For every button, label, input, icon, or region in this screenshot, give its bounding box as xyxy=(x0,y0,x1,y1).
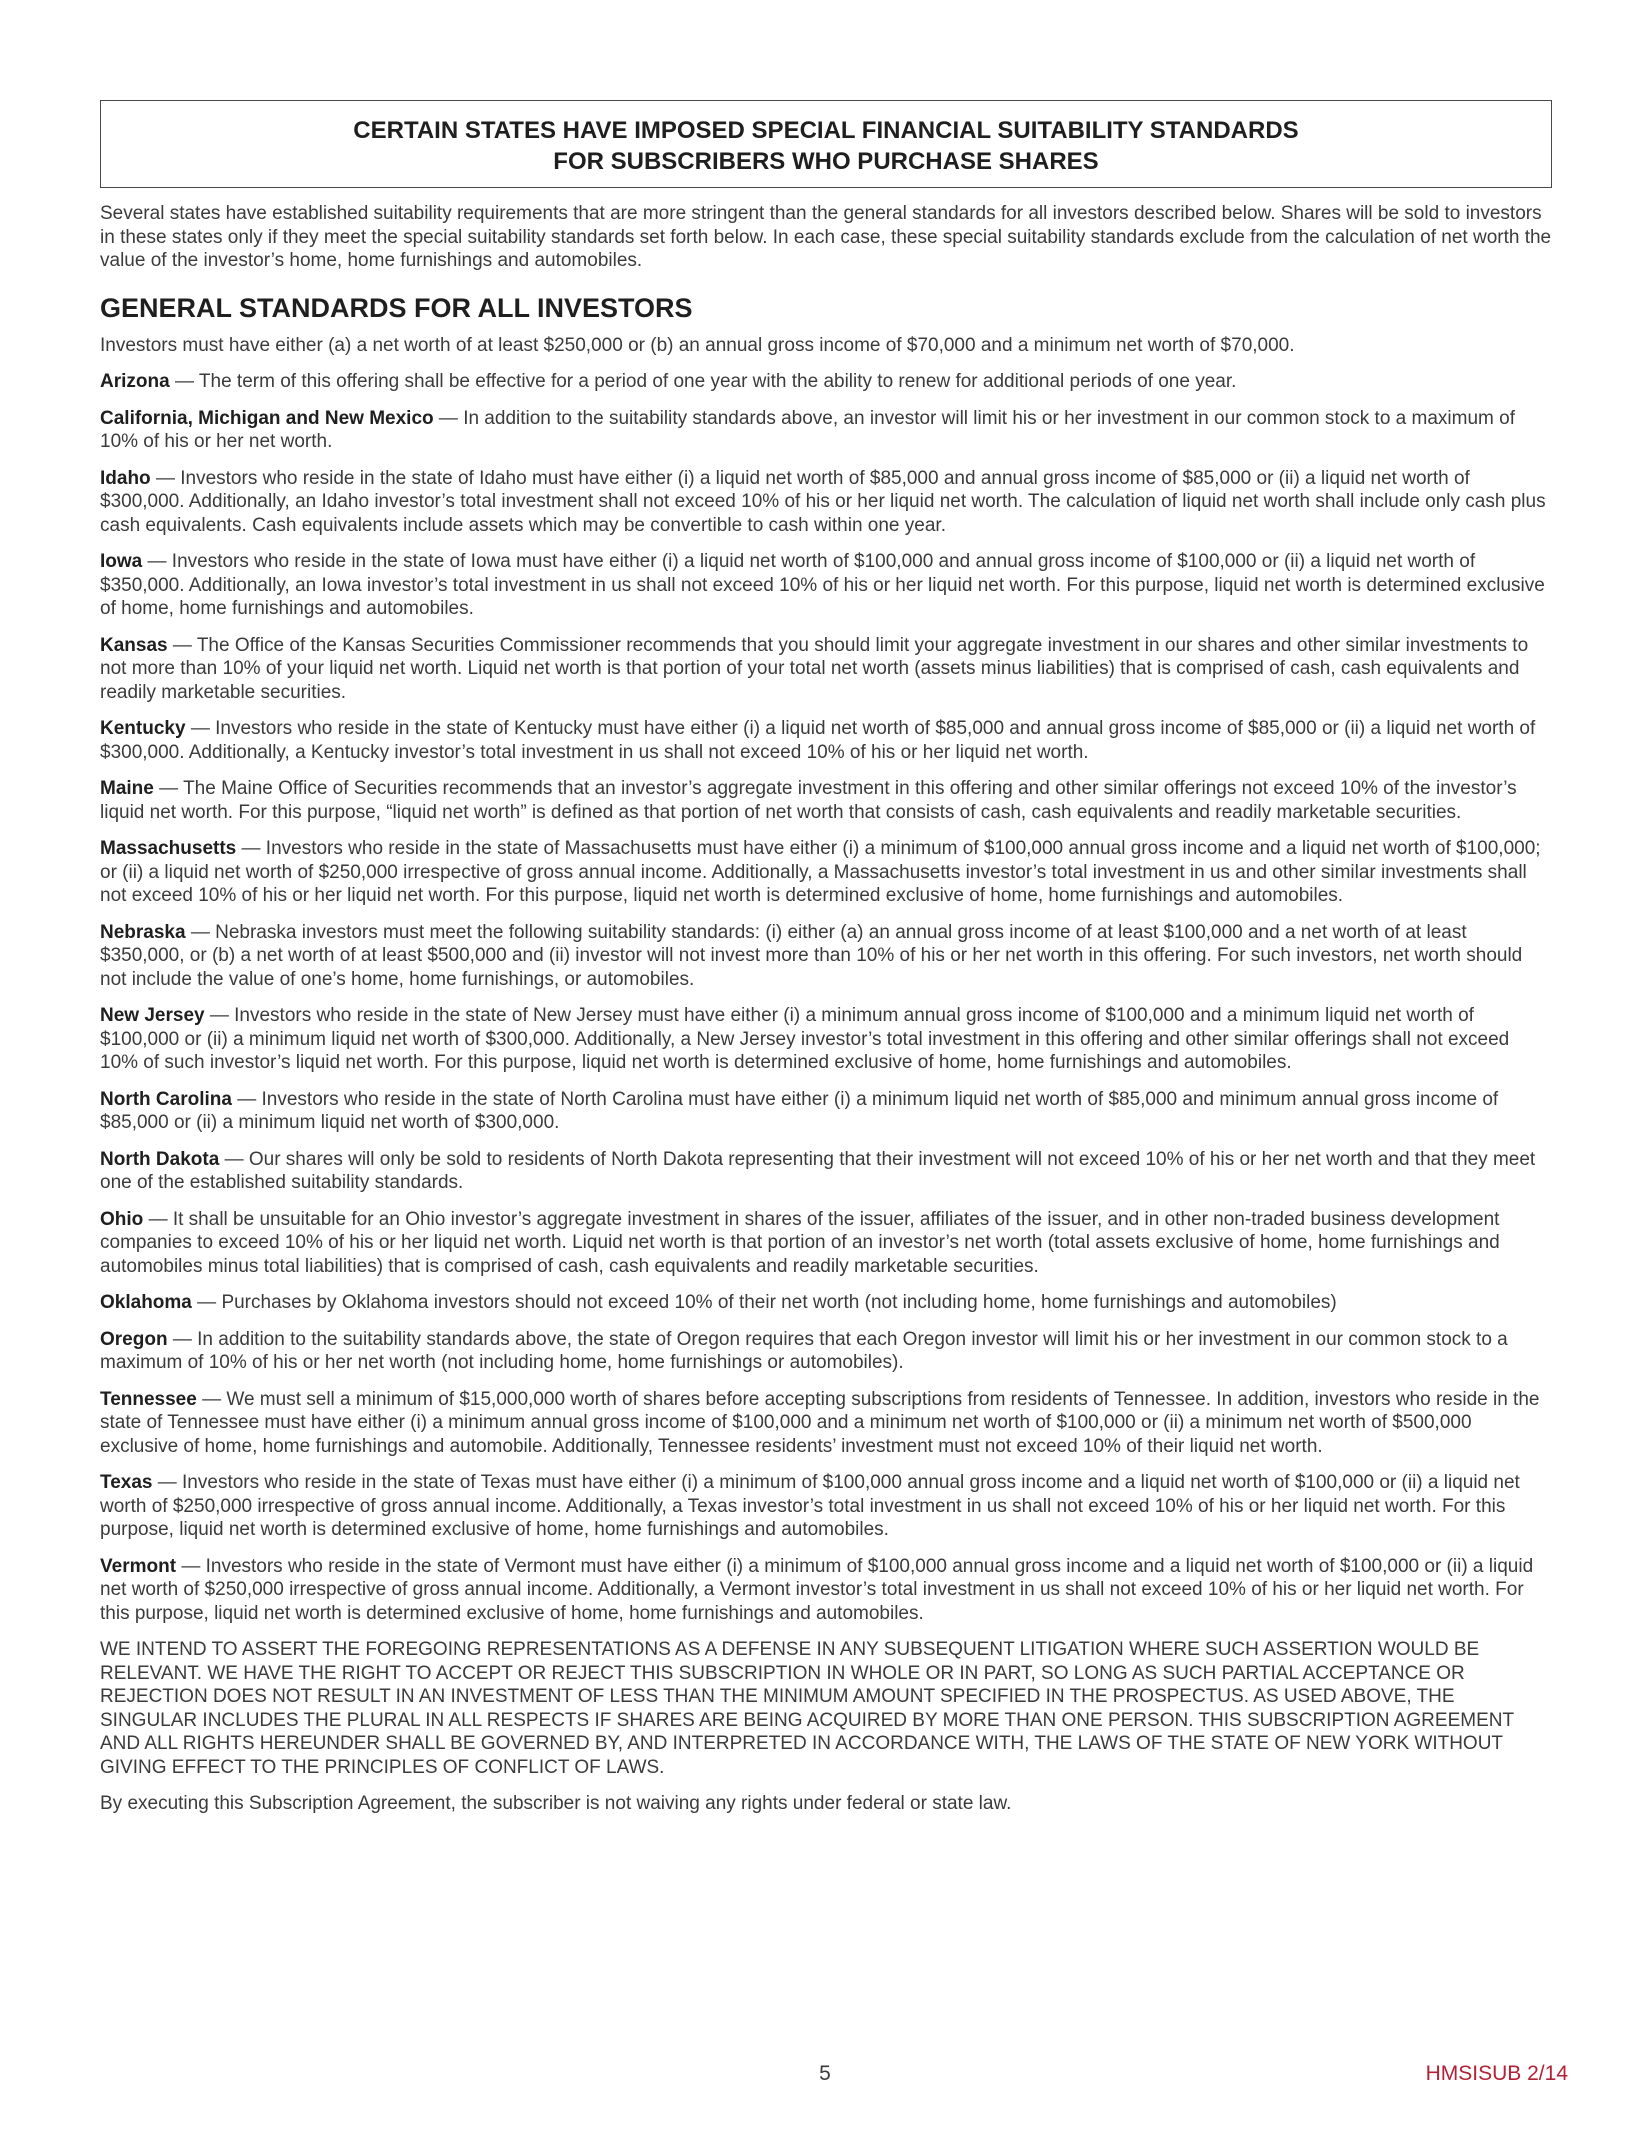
em-dash: — xyxy=(224,1148,244,1170)
state-name: Nebraska xyxy=(100,921,186,943)
document-page xyxy=(100,100,1552,1829)
state-name: Oregon xyxy=(100,1328,168,1350)
state-name: Tennessee xyxy=(100,1388,197,1410)
em-dash: — xyxy=(438,407,458,429)
em-dash: — xyxy=(174,371,194,392)
em-dash: — xyxy=(172,634,192,656)
em-dash: — xyxy=(190,718,210,739)
state-text: Investors who reside in the state of Vermont must have either (i) a minimum of $100,000 annual gross income and a liquid net worth of $100,000 or (ii) a liquid net worth of $250,000 irrespective of gross annual income. Additionally, a Vermont investor’s total investment in us shall not exceed 10% of his or her liquid net worth. For this purpose, liquid net worth is determined exclusive of home, home furnishings and automobiles. xyxy=(100,1555,1534,1624)
state-requirements-list xyxy=(100,370,1552,1625)
em-dash: — xyxy=(172,1328,192,1350)
state-paragraph xyxy=(100,370,1552,394)
state-text: Investors who reside in the state of North Carolina must have either (i) a minimum liquid net worth of $85,000 and minimum annual gross income of $85,000 or (ii) a minimum liquid net worth of $300,000. xyxy=(100,1088,1499,1133)
em-dash: — xyxy=(155,467,175,489)
em-dash: — xyxy=(190,921,210,943)
state-text: Nebraska investors must meet the following suitability standards: (i) either (a) an annual gross income of at least $100,000 and a net worth of at least $350,000, or (b) a net worth of at least $500,000 and (ii) investor will not invest more than 10% of his or her net worth in this offering. For such investors, net worth should not include the value of one’s home, home furnishings, or automobiles. xyxy=(100,921,1523,990)
page-number: 5 xyxy=(819,2062,831,2085)
state-paragraph xyxy=(100,1208,1552,1279)
state-paragraph xyxy=(100,1148,1552,1195)
state-text: The term of this offering shall be effective for a period of one year with the ability to renew for additional periods of one year. xyxy=(198,371,1237,392)
state-name: Maine xyxy=(100,778,154,799)
state-paragraph xyxy=(100,467,1552,538)
title-box xyxy=(100,100,1552,188)
em-dash: — xyxy=(148,1208,168,1230)
state-text: Purchases by Oklahoma investors should not exceed 10% of their net worth (not including home, home furnishings and automobiles) xyxy=(221,1292,1337,1313)
state-name: Ohio xyxy=(100,1208,144,1230)
state-paragraph xyxy=(100,1555,1552,1626)
state-paragraph xyxy=(100,1471,1552,1542)
form-code: HMSISUB 2/14 xyxy=(1425,2062,1568,2085)
em-dash: — xyxy=(157,1472,177,1493)
em-dash: — xyxy=(147,551,167,572)
state-paragraph xyxy=(100,550,1552,621)
state-text: Investors who reside in the state of Massachusetts must have either (i) a minimum of $100,000 annual gross income and a liquid net worth of $100,000; or (ii) a liquid net worth of $250,000 irrespective of gross annual income. Additionally, a Massachusetts investor’s total investment in us and other similar investments shall not exceed 10% of his or her liquid net worth. For this purpose, liquid net worth is determined exclusive of home, home furnishings and automobiles. xyxy=(100,838,1541,906)
state-name: Iowa xyxy=(100,551,143,572)
state-text: It shall be unsuitable for an Ohio investor’s aggregate investment in shares of the issuer, affiliates of the issuer, and in other non-traded business development companies to exceed 10% of his or her liquid net worth. Liquid net worth is that portion of an investor’s net worth (total assets exclusive of home, home furnishings and automobiles minus total liabilities) that is comprised of cash, cash equivalents and readily marketable securities. xyxy=(100,1208,1500,1277)
state-name: Texas xyxy=(100,1472,153,1493)
closing-note: By executing this Subscription Agreement, the subscriber is not waiving any rights under federal or state law. xyxy=(100,1793,1012,1814)
state-text: Investors who reside in the state of New Jersey must have either (i) a minimum annual gross income of $100,000 and a minimum liquid net worth of $100,000 or (ii) a minimum liquid net worth of $300,000. Additionally, a New Jersey investor’s total investment in this offering and other similar offerings shall not exceed 10% of such investor’s liquid net worth. For this purpose, liquid net worth is determined exclusive of home, home furnishings and automobiles. xyxy=(100,1005,1510,1073)
state-name: Massachusetts xyxy=(100,838,237,859)
state-paragraph xyxy=(100,1388,1552,1459)
state-paragraph xyxy=(100,837,1552,908)
intro-paragraph: Several states have established suitability requirements that are more stringent than the general standards for all investors described below. Shares will be sold to investors in these states only if they meet the special suitability standards set forth below. In each case, these special suitability standards exclude from the calculation of net worth the value of the investor’s home, home furnishings and automobiles. xyxy=(100,203,1552,271)
state-name: Oklahoma xyxy=(100,1292,192,1313)
state-text: The Office of the Kansas Securities Commissioner recommends that you should limit your aggregate investment in our shares and other similar investments to not more than 10% of your liquid net worth. Liquid net worth is that portion of your total net worth (assets minus liabilities) that is comprised of cash, cash equivalents and readily marketable securities. xyxy=(100,634,1529,703)
state-name: New Jersey xyxy=(100,1005,205,1026)
state-text: In addition to the suitability standards above, an investor will limit his or her investment in our common stock to a maximum of 10% of his or her net worth. xyxy=(100,407,1515,452)
em-dash: — xyxy=(197,1292,217,1313)
state-paragraph xyxy=(100,777,1552,824)
state-name: California, Michigan and New Mexico xyxy=(100,407,434,429)
state-text: We must sell a minimum of $15,000,000 worth of shares before accepting subscriptions from residents of Tennessee. In addition, investors who reside in the state of Tennessee must have either (i) a minimum annual gross income of $100,000 and a minimum net worth of $100,000 or (ii) a minimum net worth of $500,000 exclusive of home, home furnishings and automobile. Additionally, Tennessee residents’ investment must not exceed 10% of their liquid net worth. xyxy=(100,1388,1540,1457)
state-paragraph xyxy=(100,1088,1552,1135)
state-paragraph xyxy=(100,1291,1552,1315)
state-paragraph xyxy=(100,407,1552,454)
state-text: Investors who reside in the state of Idaho must have either (i) a liquid net worth of $85,000 and annual gross income of $85,000 or (ii) a liquid net worth of $300,000. Additionally, an Idaho investor’s total investment shall not exceed 10% of his or her liquid net worth. The calculation of liquid net worth shall include only cash plus cash equivalents. Cash equivalents include assets which may be convertible to cash within one year. xyxy=(100,467,1546,536)
state-text: Our shares will only be sold to residents of North Dakota representing that their investment will not exceed 10% of his or her net worth and that they meet one of the established suitability standards. xyxy=(100,1148,1536,1193)
state-name: Vermont xyxy=(100,1555,177,1577)
state-paragraph xyxy=(100,634,1552,705)
state-paragraph xyxy=(100,717,1552,764)
em-dash: — xyxy=(159,778,179,799)
section-heading: GENERAL STANDARDS FOR ALL INVESTORS xyxy=(100,292,693,323)
state-text: Investors who reside in the state of Kentucky must have either (i) a liquid net worth of $85,000 and annual gross income of $85,000 or (ii) a liquid net worth of $300,000. Additionally, a Kentucky investor’s total investment in us shall not exceed 10% of his or her liquid net worth. xyxy=(100,718,1536,763)
state-text: In addition to the suitability standards above, the state of Oregon requires that each Oregon investor will limit his or her investment in our common stock to a maximum of 10% of his or her net worth (not including home, home furnishings or automobiles). xyxy=(100,1328,1508,1373)
state-text: The Maine Office of Securities recommends that an investor’s aggregate investment in this offering and other similar offerings not exceed 10% of the investor’s liquid net worth. For this purpose, “liquid net worth” is defined as that portion of net worth that consists of cash, cash equivalents and readily marketable securities. xyxy=(100,778,1517,823)
state-name: Idaho xyxy=(100,467,151,489)
state-name: North Dakota xyxy=(100,1148,220,1170)
state-name: Kansas xyxy=(100,634,168,656)
state-paragraph xyxy=(100,1328,1552,1375)
state-text: Investors who reside in the state of Texas must have either (i) a minimum of $100,000 annual gross income and a liquid net worth of $100,000 or (ii) a liquid net worth of $250,000 irrespective of gross annual income. Additionally, a Texas investor’s total investment in us shall not exceed 10% of his or her liquid net worth. For this purpose, liquid net worth is determined exclusive of home, home furnishings and automobiles. xyxy=(100,1472,1520,1540)
state-name: Kentucky xyxy=(100,718,186,739)
state-name: North Carolina xyxy=(100,1088,232,1110)
em-dash: — xyxy=(181,1555,201,1577)
state-paragraph xyxy=(100,1004,1552,1075)
general-standards-text: Investors must have either (a) a net worth of at least $250,000 or (b) an annual gross income of $70,000 and a minimum net worth of $70,000. xyxy=(100,334,1295,356)
em-dash: — xyxy=(202,1388,222,1410)
title-line-2: FOR SUBSCRIBERS WHO PURCHASE SHARES xyxy=(553,148,1099,175)
title-line-1: CERTAIN STATES HAVE IMPOSED SPECIAL FINANCIAL SUITABILITY STANDARDS xyxy=(353,117,1299,144)
em-dash: — xyxy=(237,1088,257,1110)
em-dash: — xyxy=(209,1005,229,1026)
state-text: Investors who reside in the state of Iowa must have either (i) a liquid net worth of $100,000 and annual gross income of $100,000 or (ii) a liquid net worth of $350,000. Additionally, an Iowa investor’s total investment in us shall not exceed 10% of his or her liquid net worth. For this purpose, liquid net worth is determined exclusive of home, home furnishings and automobiles. xyxy=(100,551,1545,619)
em-dash: — xyxy=(241,838,261,859)
state-name: Arizona xyxy=(100,371,170,392)
state-paragraph xyxy=(100,921,1552,992)
closing-legal-paragraph: WE INTEND TO ASSERT THE FOREGOING REPRESENTATIONS AS A DEFENSE IN ANY SUBSEQUENT LITIGATION WHERE SUCH ASSERTION WOULD BE RELEVANT. WE HAVE THE RIGHT TO ACCEPT OR REJECT THIS SUBSCRIPTION IN WHOLE OR IN PART, SO LONG AS SUCH PARTIAL ACCEPTANCE OR REJECTION DOES NOT RESULT IN AN INVESTMENT OF LESS THAN THE MINIMUM AMOUNT SPECIFIED IN THE PROSPECTUS. AS USED ABOVE, THE SINGULAR INCLUDES THE PLURAL IN ALL RESPECTS IF SHARES ARE BEING ACQUIRED BY MORE THAN ONE PERSON. THIS SUBSCRIPTION AGREEMENT AND ALL RIGHTS HEREUNDER SHALL BE GOVERNED BY, AND INTERPRETED IN ACCORDANCE WITH, THE LAWS OF THE STATE OF NEW YORK WITHOUT GIVING EFFECT TO THE PRINCIPLES OF CONFLICT OF LAWS. xyxy=(100,1639,1514,1778)
